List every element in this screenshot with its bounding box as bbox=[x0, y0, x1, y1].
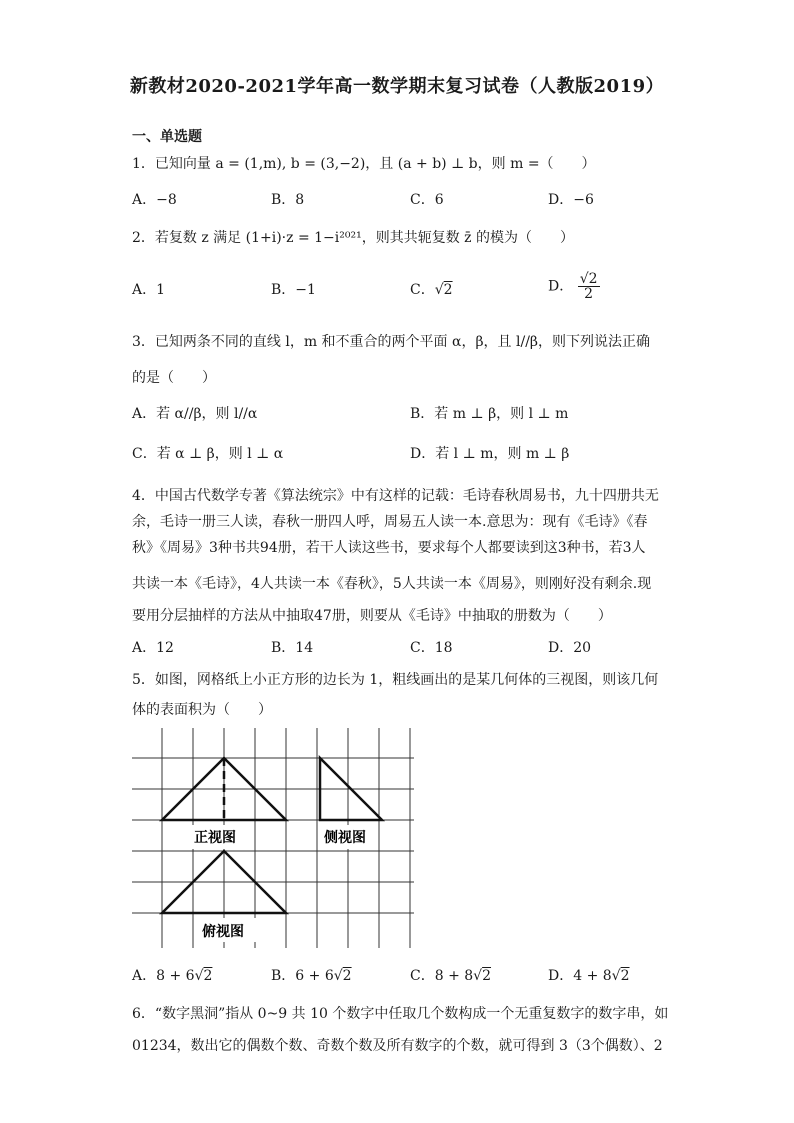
question-4-line-2: 余，毛诗一册三人读，春秋一册四人呼，周易五人读一本.意思为：现有《毛诗》《春 bbox=[132, 514, 648, 530]
question-3-option-d: D．若 l ⊥ m，则 m ⊥ β bbox=[410, 446, 570, 462]
question-3-option-c: C．若 α ⊥ β，则 l ⊥ α bbox=[132, 446, 284, 462]
question-5-line-1: 5．如图，网格纸上小正方形的边长为 1，粗线画出的是某几何体的三视图，则该几何 bbox=[132, 672, 659, 688]
fraction-denominator: 2 bbox=[584, 286, 594, 302]
question-2-option-b: B．−1 bbox=[271, 282, 316, 298]
page-title: 新教材2020-2021学年高一数学期末复习试卷（人教版2019） bbox=[129, 76, 665, 97]
question-2-option-d bbox=[548, 272, 600, 301]
question-2-option-d-label: D． bbox=[548, 278, 574, 295]
option-prefix: D．4 + 8 bbox=[548, 968, 612, 984]
question-3-option-a: A．若 α//β，则 l//α bbox=[132, 406, 258, 422]
question-4-line-4: 共读一本《毛诗》，4人共读一本《春秋》，5人共读一本《周易》，则刚好没有剩余.现 bbox=[132, 576, 652, 592]
question-2-stem: 2．若复数 z 满足 (1+i)·z = 1−i²⁰²¹，则其共轭复数 z̄ 的模为（ ） bbox=[132, 230, 574, 246]
question-1-option-d: D．−6 bbox=[548, 192, 594, 208]
question-4-line-3: 秋》《周易》3种书共94册，若干人读这些书，要求每个人都要读到这3种书，若3人 bbox=[132, 540, 646, 556]
question-3-stem-line-2: 的是（ ） bbox=[132, 370, 216, 386]
radicand: 2 bbox=[482, 968, 492, 984]
question-6-line-1: 6．“数字黑洞”指从 0~9 共 10 个数字中任取几个数构成一个无重复数字的数字串，如 bbox=[132, 1006, 669, 1022]
question-1-option-a: A．−8 bbox=[132, 192, 177, 208]
sqrt-symbol: √ bbox=[194, 968, 204, 984]
question-5-option-b bbox=[271, 966, 352, 986]
sqrt-symbol: √ bbox=[611, 968, 621, 984]
question-2-option-c-radicand: 2 bbox=[443, 282, 453, 298]
sqrt-symbol: √ bbox=[333, 968, 343, 984]
radicand: 2 bbox=[342, 968, 352, 984]
question-5-option-c bbox=[410, 966, 491, 986]
question-1-option-b: B．8 bbox=[271, 192, 305, 208]
fraction-numerator: √2 bbox=[579, 271, 598, 287]
question-5-option-a bbox=[132, 966, 212, 986]
question-3-stem-line-1: 3．已知两条不同的直线 l，m 和不重合的两个平面 α，β，且 l//β，则下列说法正确 bbox=[132, 334, 651, 350]
question-4-line-1: 4．中国古代数学专著《算法统宗》中有这样的记载：毛诗春秋周易书，九十四册共无 bbox=[132, 488, 659, 504]
option-prefix: A．8 + 6 bbox=[132, 968, 195, 984]
fraction bbox=[578, 272, 600, 301]
question-4-option-c: C．18 bbox=[410, 640, 453, 656]
question-4-option-d: D．20 bbox=[548, 640, 592, 656]
side-view-label: 侧视图 bbox=[324, 830, 366, 846]
three-view-figure bbox=[132, 728, 414, 950]
question-5-option-d bbox=[548, 966, 630, 986]
question-1-option-c: C．6 bbox=[410, 192, 444, 208]
question-2-option-c bbox=[410, 280, 453, 300]
top-view-label: 俯视图 bbox=[202, 924, 244, 940]
question-6-line-2: 01234，数出它的偶数个数、奇数个数及所有数字的个数，就可得到 3（3个偶数）、2 bbox=[132, 1038, 663, 1054]
front-view-label: 正视图 bbox=[194, 830, 236, 846]
sqrt-symbol: √ bbox=[434, 282, 444, 298]
question-4-option-b: B．14 bbox=[271, 640, 314, 656]
question-3-option-b: B．若 m ⊥ β，则 l ⊥ m bbox=[410, 406, 569, 422]
sqrt-symbol: √ bbox=[473, 968, 483, 984]
question-4-option-a: A．12 bbox=[132, 640, 174, 656]
option-prefix: C．8 + 8 bbox=[410, 968, 474, 984]
question-4-line-5: 要用分层抽样的方法从中抽取47册，则要从《毛诗》中抽取的册数为（ ） bbox=[132, 608, 612, 624]
question-1-stem: 1．已知向量 a = (1,m), b = (3,−2)，且 (a + b) ⊥ b，则 m =（ ） bbox=[132, 156, 596, 172]
section-heading: 一、单选题 bbox=[132, 129, 202, 145]
radicand: 2 bbox=[620, 968, 630, 984]
option-prefix: B．6 + 6 bbox=[271, 968, 334, 984]
question-2-option-c-label: C． bbox=[410, 282, 435, 298]
question-2-option-a: A．1 bbox=[132, 282, 166, 298]
question-5-line-2: 体的表面积为（ ） bbox=[132, 702, 272, 718]
radicand: 2 bbox=[203, 968, 213, 984]
